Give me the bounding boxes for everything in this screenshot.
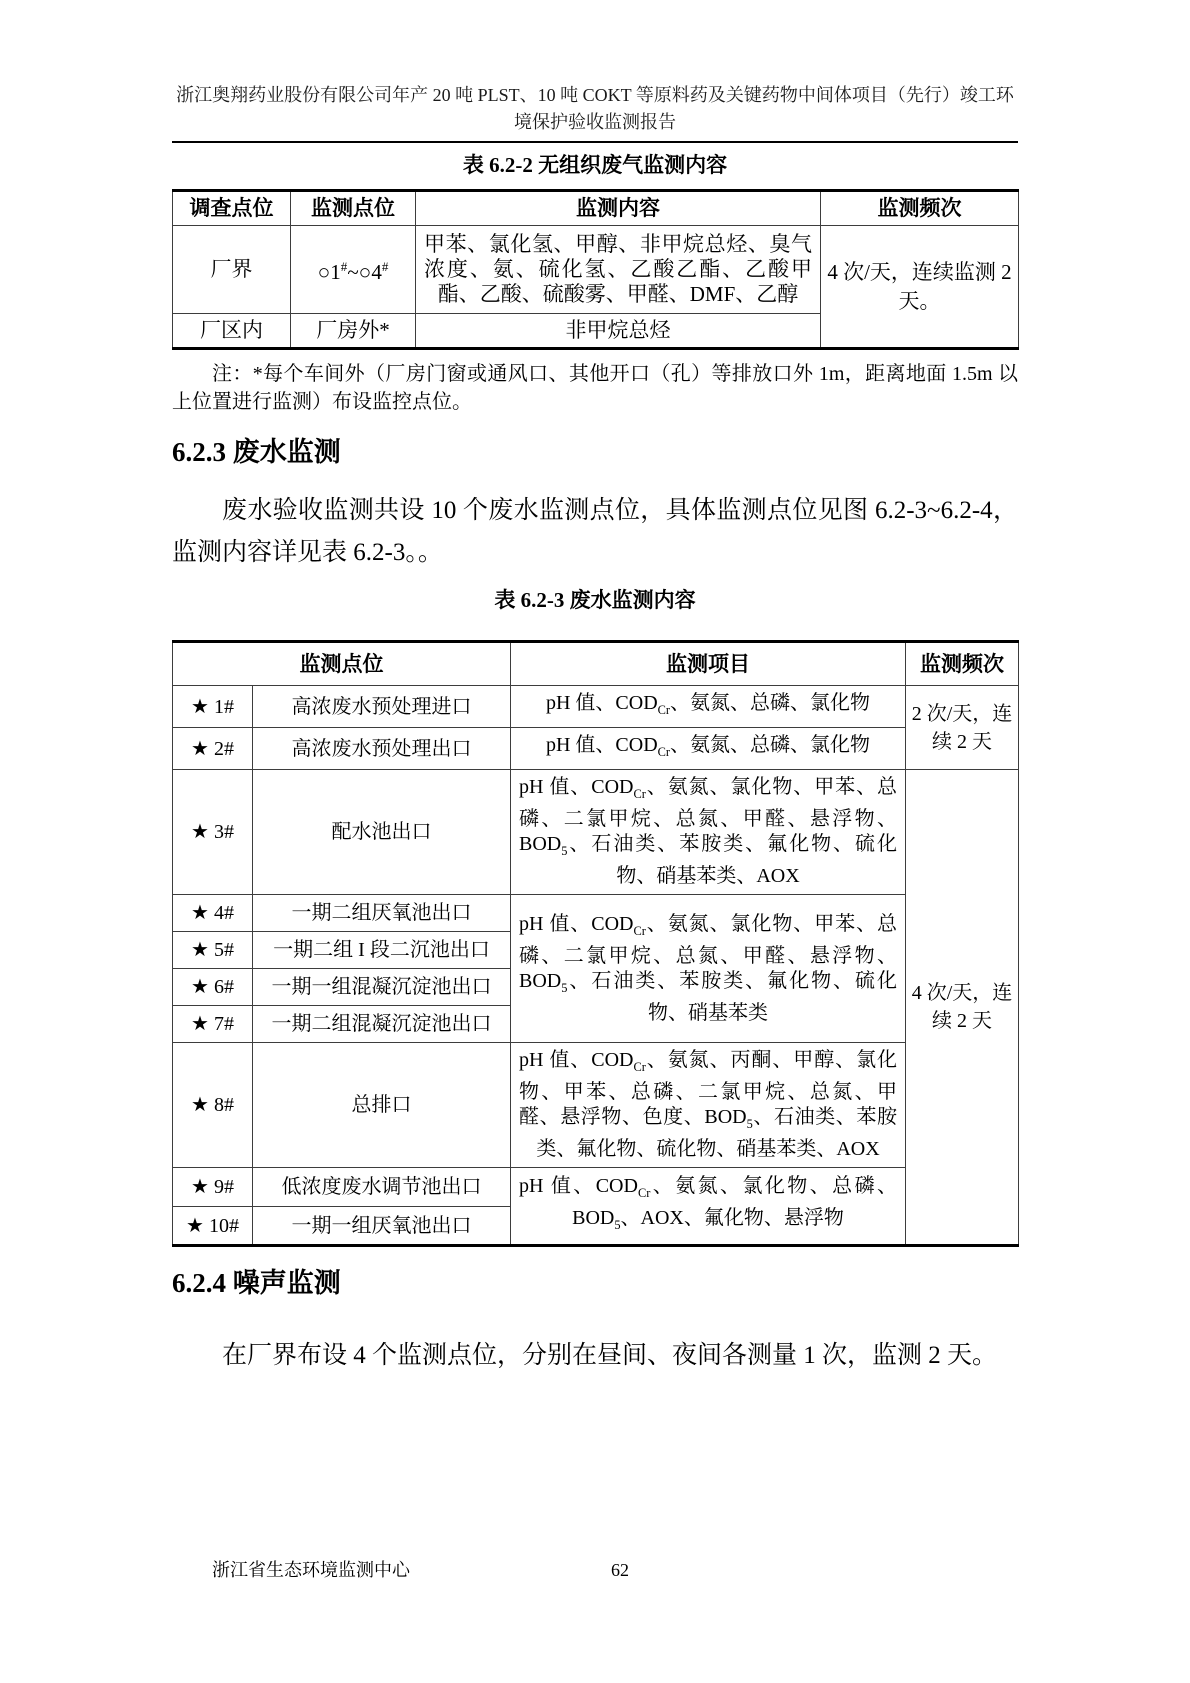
section-heading-6-2-4: 6.2.4 噪声监测 [172,1268,341,1298]
paragraph-noise: 在厂界布设 4 个监测点位，分别在昼间、夜间各测量 1 次，监测 2 天。 [222,1342,998,1369]
col-header-frequency: 监测频次 [906,642,1019,686]
table-6-2-3-title: 表 6.2-3 废水监测内容 [494,588,696,612]
cell-point-id-4: ★ 4# [173,895,253,932]
cell-point-name-1: 高浓废水预处理进口 [253,686,511,728]
table-row [173,1043,1019,1168]
table-row [173,1168,1019,1207]
cell-point-name-6: 一期一组混凝沉淀池出口 [253,969,511,1006]
footer-organization: 浙江省生态环境监测中心 [212,1560,410,1580]
cell-point-id-9: ★ 9# [173,1168,253,1207]
table-header-row [173,642,1019,686]
table-6-2-2-title: 表 6.2-2 无组织废气监测内容 [462,153,728,177]
cell-point-name-8: 总排口 [253,1043,511,1168]
table-row [173,770,1019,895]
col-header-monitor-content: 监测内容 [416,191,821,226]
cell-survey-point-1: 厂界 [173,226,291,314]
section-heading-6-2-3: 6.2.3 废水监测 [172,437,341,467]
cell-point-id-1: ★ 1# [173,686,253,728]
cell-point-id-5: ★ 5# [173,932,253,969]
table-row [173,728,1019,770]
cell-project-4-7: pH 值、$COD_{Cr}$、氨氮、氯化物、甲苯、总磷、二氯甲烷、总氮、甲醛、悬浮物、$BOD_5$、石油类、苯胺类、氟化物、硫化物、硝基苯类 [511,895,906,1043]
cell-project-9-10: pH 值、$COD_{Cr}$、氨氮、氯化物、总磷、$BOD_5$、AOX、氟化物、悬浮物 [511,1168,906,1246]
table-row [173,686,1019,728]
table-row [173,895,1019,932]
cell-monitor-content-1: 甲苯、氯化氢、甲醇、非甲烷总烃、臭气浓度、氨、硫化氢、乙酸乙酯、乙酸甲酯、乙酸、硫酸雾、甲醛、DMF、乙醇 [416,226,821,314]
col-header-frequency: 监测频次 [821,191,1019,226]
cell-project-8: pH 值、$COD_{Cr}$、氨氮、丙酮、甲醇、氯化物、甲苯、总磷、二氯甲烷、总氮、甲醛、悬浮物、色度、$BOD_5$、石油类、苯胺类、氟化物、硫化物、硝基苯类、AOX [511,1043,906,1168]
cell-point-id-8: ★ 8# [173,1043,253,1168]
page-footer [172,1558,1018,1582]
col-header-monitor-point: 监测点位 [291,191,416,226]
cell-point-name-9: 低浓度废水调节池出口 [253,1168,511,1207]
col-header-survey-point: 调查点位 [173,191,291,226]
cell-point-id-2: ★ 2# [173,728,253,770]
cell-point-id-7: ★ 7# [173,1006,253,1043]
cell-monitor-point-2: 厂房外* [291,314,416,349]
table-footnote: 注：*每个车间外（厂房门窗或通风口、其他开口（孔）等排放口外 1m，距离地面 1.5m 以上位置进行监测）布设监控点位。 [172,363,1018,413]
cell-survey-point-2: 厂区内 [173,314,291,349]
col-header-monitor-project: 监测项目 [511,642,906,686]
cell-monitor-point-1: ○1#~○4# [291,226,416,314]
table-header-row [173,191,1019,226]
cell-point-name-4: 一期二组厌氧池出口 [253,895,511,932]
cell-point-name-7: 一期二组混凝沉淀池出口 [253,1006,511,1043]
cell-project-3: pH 值、$COD_{Cr}$、氨氮、氯化物、甲苯、总磷、二氯甲烷、总氮、甲醛、悬浮物、$BOD_5$、石油类、苯胺类、氟化物、硫化物、硝基苯类、AOX [511,770,906,895]
cell-point-name-10: 一期一组厌氧池出口 [253,1207,511,1246]
cell-frequency: 4 次/天，连续监测 2 天。 [821,226,1019,349]
cell-point-id-3: ★ 3# [173,770,253,895]
header-divider [172,141,1018,143]
running-header: 浙江奥翔药业股份有限公司年产 20 吨 PLST、10 吨 COKT 等原料药及关键药物中间体项目（先行）竣工环境保护验收监测报告 [176,85,1014,132]
cell-point-name-2: 高浓废水预处理出口 [253,728,511,770]
table-row [173,226,1019,314]
cell-point-id-6: ★ 6# [173,969,253,1006]
table-6-2-2 [172,189,1019,350]
cell-point-name-5: 一期二组 I 段二沉池出口 [253,932,511,969]
cell-frequency-1-2: 2 次/天，连续 2 天 [906,686,1019,770]
cell-frequency-3-10: 4 次/天，连续 2 天 [906,770,1019,1246]
cell-project-2: pH 值、$COD_{Cr}$、氨氮、总磷、氯化物 [511,728,906,770]
col-header-monitor-point: 监测点位 [173,642,511,686]
table-6-2-3 [172,640,1019,1247]
content-area [172,0,1018,1387]
cell-monitor-content-2: 非甲烷总烃 [416,314,821,349]
cell-point-name-3: 配水池出口 [253,770,511,895]
footer-page-number: 62 [611,1560,629,1580]
cell-point-id-10: ★ 10# [173,1207,253,1246]
paragraph-wastewater: 废水验收监测共设 10 个废水监测点位，具体监测点位见图 6.2-3~6.2-4，监测内容详见表 6.2-3。。 [172,497,1018,566]
cell-project-1: pH 值、$COD_{Cr}$、氨氮、总磷、氯化物 [511,686,906,728]
